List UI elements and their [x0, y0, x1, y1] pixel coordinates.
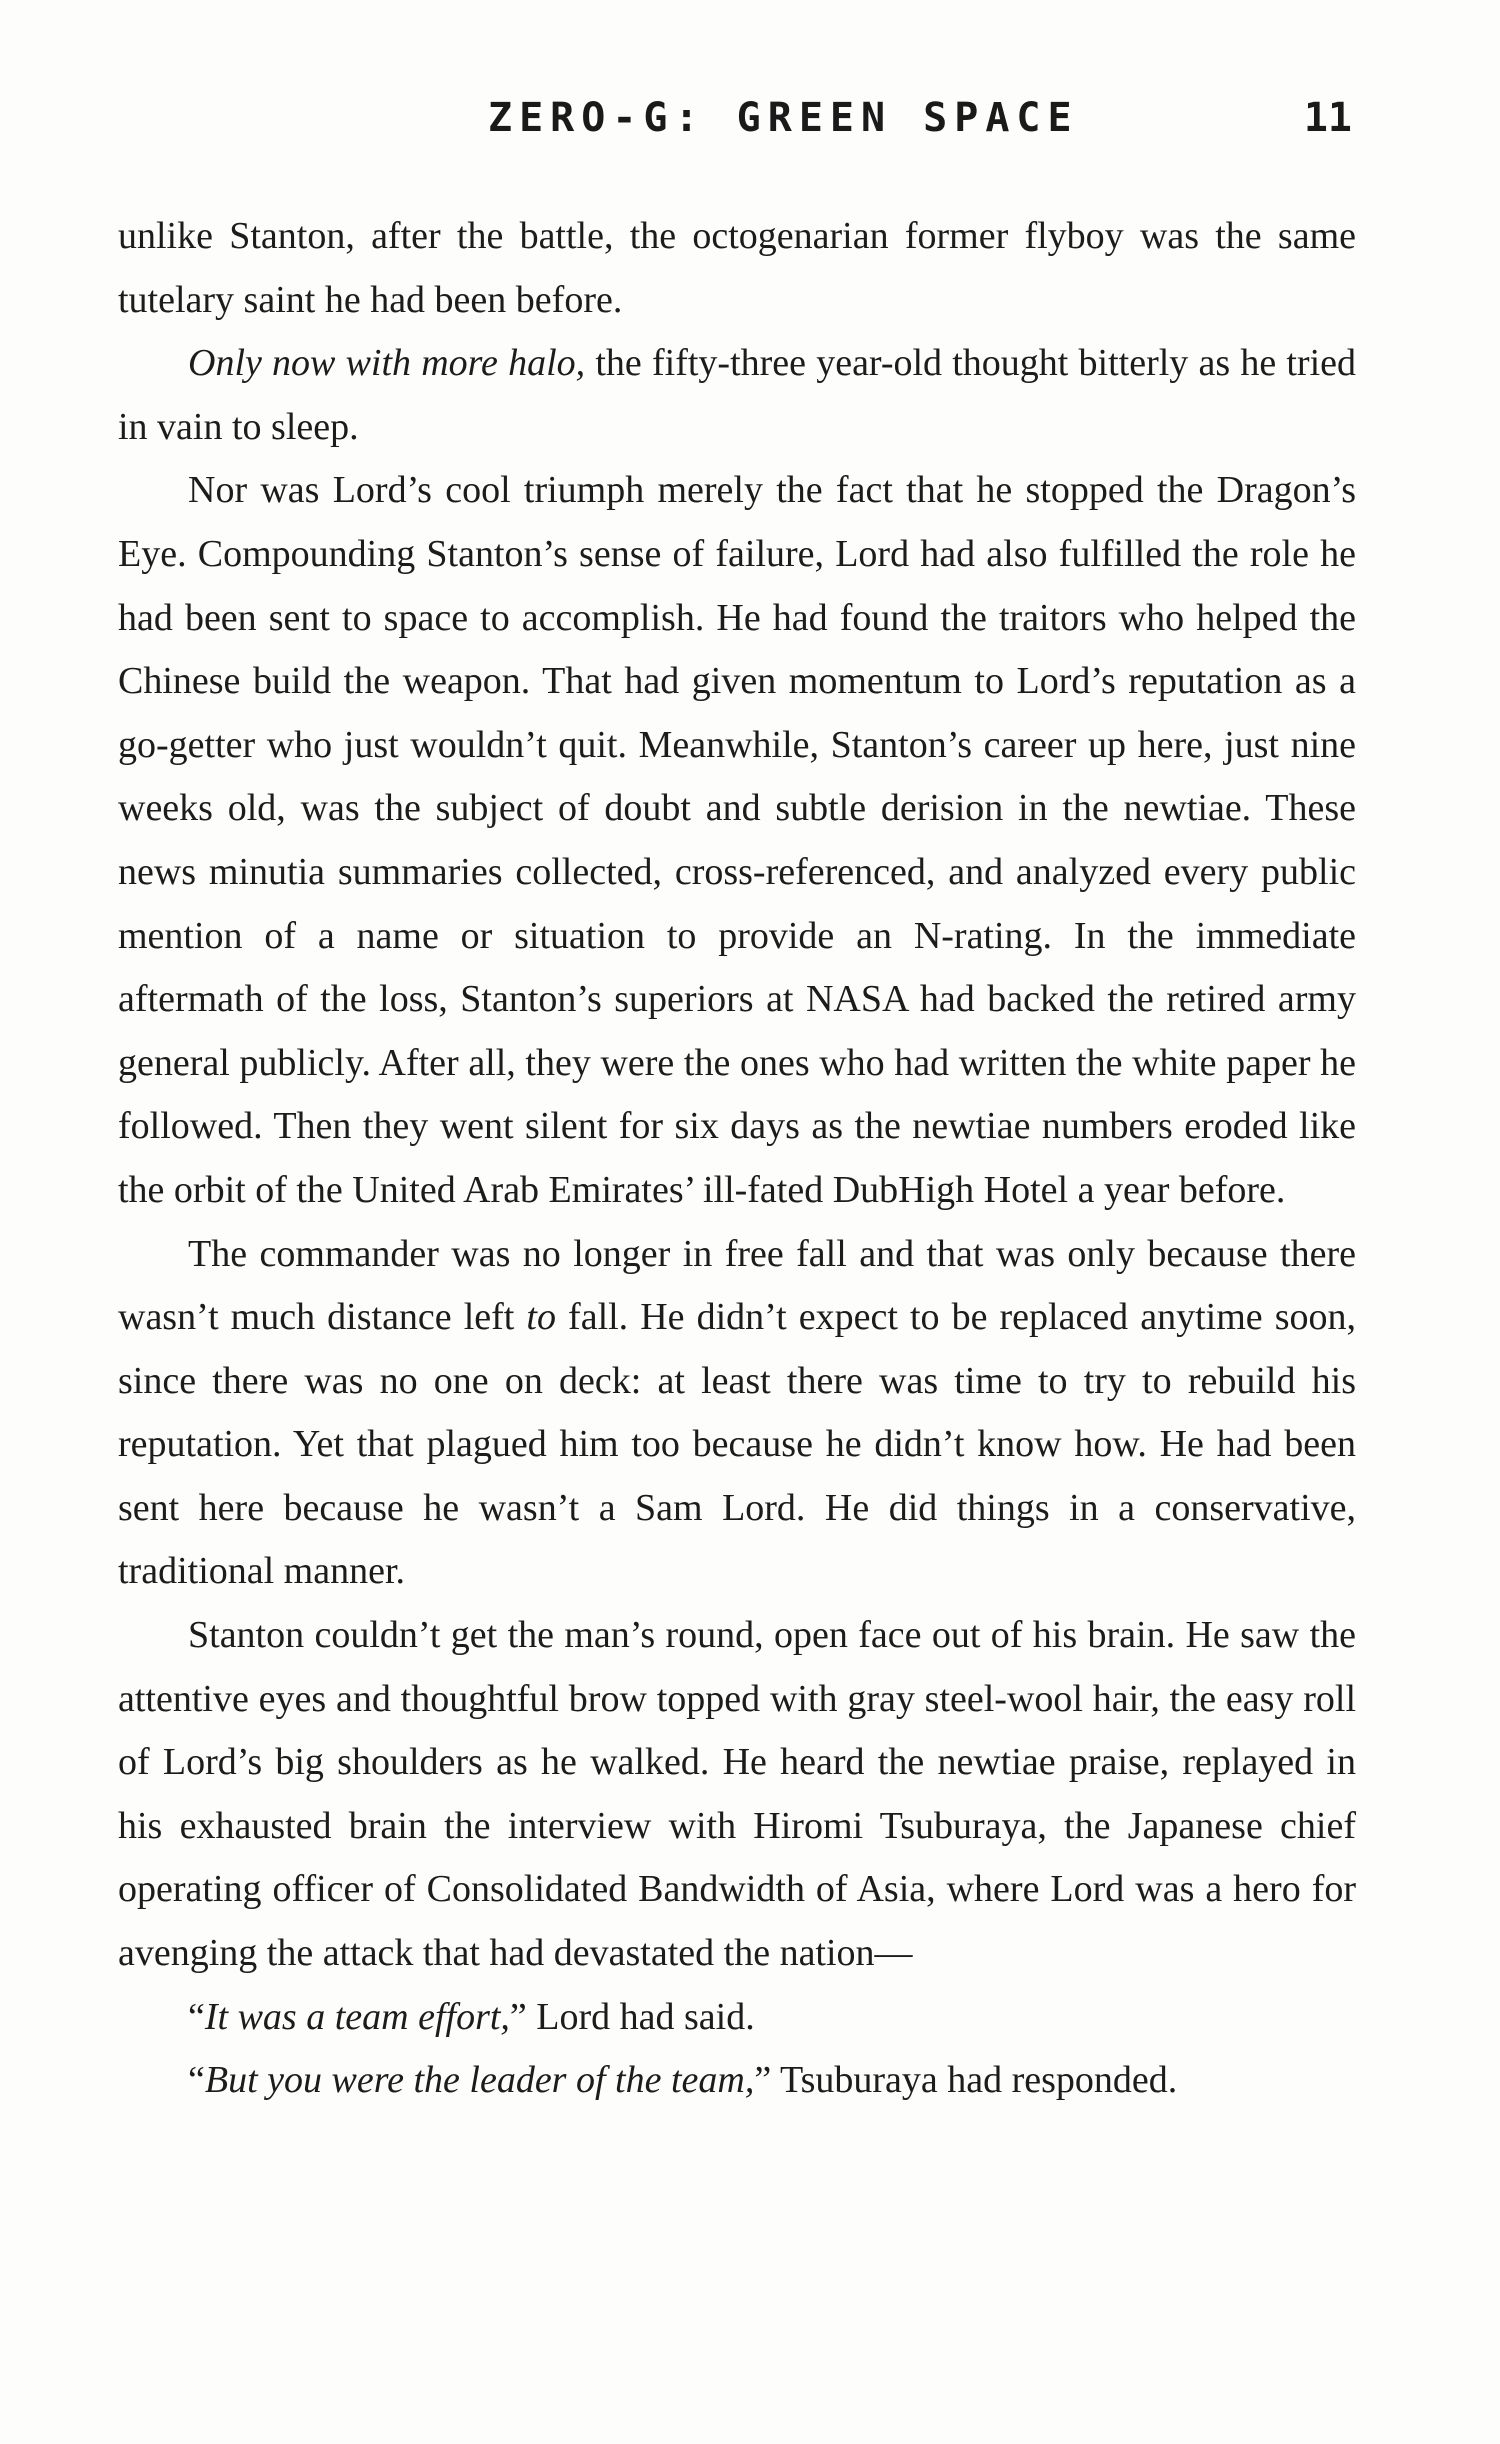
page-number: 11	[1303, 95, 1352, 141]
paragraph	[118, 1223, 1356, 1605]
paragraph-text: the fifty-three year-old thought bitterly as he tried in vain to sleep.	[118, 342, 1357, 448]
italic-dialogue: It was a team effort,	[204, 1995, 510, 2038]
italic-thought: Only now with more halo,	[188, 342, 586, 385]
dialogue-line	[118, 2049, 1356, 2113]
running-header	[488, 88, 1360, 148]
book-title: ZERO-G: GREEN SPACE	[488, 95, 1079, 141]
paragraph-text: unlike Stanton, after the battle, the octogenarian former flyboy was the same tutelary saint he had been before.	[118, 215, 1356, 321]
open-quote: “	[188, 2059, 205, 2102]
paragraph	[118, 459, 1356, 1222]
dialogue-tag: ” Tsuburaya had responded.	[754, 2059, 1178, 2102]
paragraph-text: Nor was Lord’s cool triumph merely the fact that he stopped the Dragon’s Eye. Compounding Stanton’s sense of failure, Lord had also fulfilled the role he had been sent to space to accomplish. He had found the traitors who helped the Chinese build the weapon. That had given momentum to Lord’s reputation as a go-getter who just wouldn’t quit. Meanwhile, Stanton’s career up here, just nine weeks old, was the subject of doubt and subtle derision in the newtiae. These news minutia summaries collected, cross-referenced, and analyzed every public mention of a name or situation to provide an N-rating. In the immediate aftermath of the loss, Stanton’s superiors at NASA had backed the retired army general publicly. After all, they were the ones who had written the white paper he followed. Then they went silent for six days as the newtiae numbers eroded like the orbit of the United Arab Emirates’ ill-fated DubHigh Hotel a year before.	[118, 469, 1356, 1211]
paragraph-text: The commander was no longer in free fall and that was only because there wasn’t much distance left	[118, 1232, 1356, 1339]
paragraph-text: fall. He didn’t expect to be replaced anytime soon, since there was no one on deck: at least there was time to try to rebuild his reputation. Yet that plagued him too because he didn’t know how. He had been sent here because he wasn’t a Sam Lord. He did things in a conservative, traditional manner.	[118, 1296, 1356, 1593]
body-text	[118, 205, 1356, 2113]
paragraph	[118, 332, 1356, 459]
paragraph	[118, 1604, 1356, 1986]
dialogue-tag: ” Lord had said.	[509, 1995, 755, 2038]
dialogue-line	[118, 1986, 1356, 2050]
italic-dialogue: But you were the leader of the team,	[204, 2059, 755, 2102]
italic-emphasis: to	[526, 1296, 556, 1339]
open-quote: “	[188, 1995, 205, 2038]
paragraph-text: Stanton couldn’t get the man’s round, open face out of his brain. He saw the attentive eyes and thoughtful brow topped with gray steel-wool hair, the easy roll of Lord’s big shoulders as he walked. He heard the newtiae praise, replayed in his exhausted brain the interview with Hiromi Tsuburaya, the Japanese chief operating officer of Consolidated Bandwidth of Asia, where Lord was a hero for avenging the attack that had devastated the nation—	[118, 1614, 1356, 1975]
paragraph-continuation	[118, 205, 1356, 332]
